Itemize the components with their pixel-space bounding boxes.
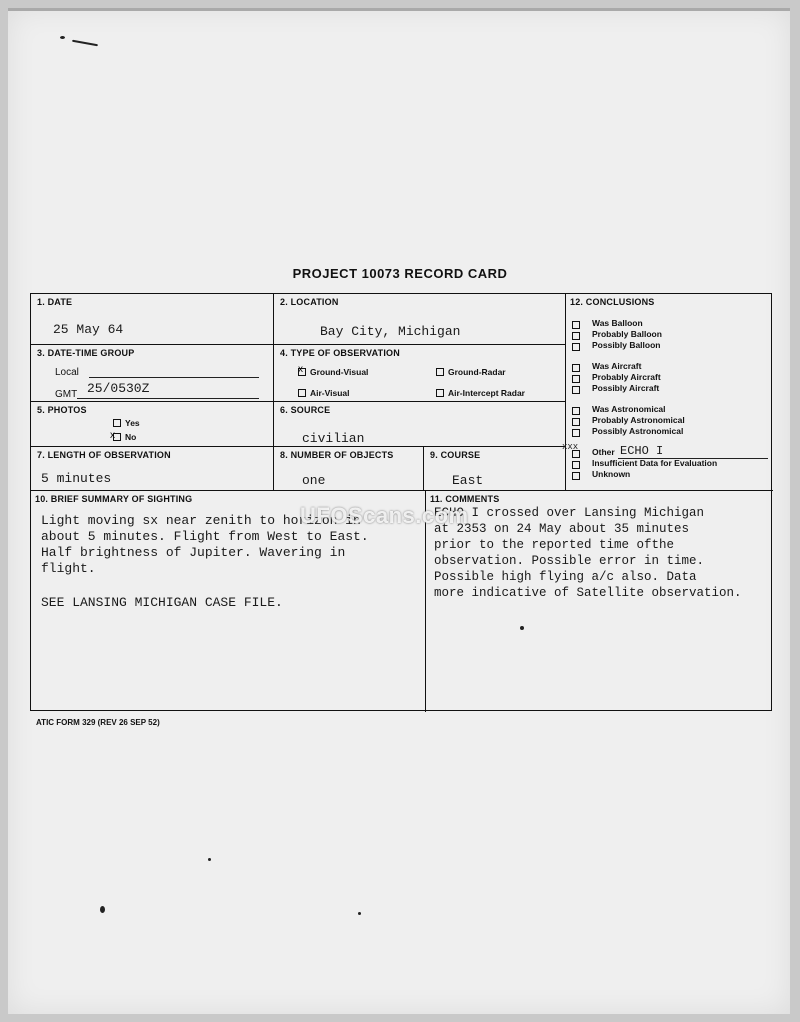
comments-line: more indicative of Satellite observation. — [434, 586, 742, 600]
conclusion-possibly-astronomical — [592, 426, 683, 436]
conclusion-label: Probably Aircraft — [592, 372, 661, 382]
scan-speck — [60, 36, 65, 39]
conclusion-label: Probably Balloon — [592, 329, 662, 339]
length-value: 5 minutes — [41, 471, 112, 486]
course-label: 9. COURSE — [430, 450, 481, 460]
local-label: Local — [55, 367, 79, 378]
conclusion-unknown — [592, 469, 630, 479]
type-of-observation-label: 4. TYPE OF OBSERVATION — [280, 348, 400, 358]
conclusions-label: 12. CONCLUSIONS — [570, 297, 655, 307]
number-of-objects-label: 8. NUMBER OF OBJECTS — [280, 450, 394, 460]
conclusion-label: Was Aircraft — [592, 361, 642, 371]
course-cell — [423, 446, 565, 490]
ground-radar-checkbox — [436, 368, 444, 376]
source-value: civilian — [302, 431, 365, 446]
photos-yes-checkbox — [113, 419, 121, 427]
checkbox-icon — [572, 375, 580, 383]
conclusion-other — [592, 447, 615, 457]
gmt-label: GMT — [55, 389, 78, 400]
number-of-objects-cell — [273, 446, 423, 490]
form-id: ATIC FORM 329 (REV 26 SEP 52) — [36, 718, 160, 727]
photos-no-check-mark: x — [110, 429, 115, 441]
air-visual-option — [298, 388, 350, 398]
conclusion-was-aircraft — [592, 361, 641, 371]
gmt-underline — [77, 398, 259, 399]
length-label: 7. LENGTH OF OBSERVATION — [37, 450, 171, 460]
ground-visual-check-mark: x — [298, 363, 303, 375]
summary-label: 10. BRIEF SUMMARY OF SIGHTING — [35, 494, 193, 504]
number-of-objects-value: one — [302, 473, 326, 488]
checkbox-icon — [572, 429, 580, 437]
conclusion-label: Possibly Aircraft — [592, 383, 660, 393]
summary-see-also: SEE LANSING MICHIGAN CASE FILE. — [41, 595, 283, 610]
conclusion-label: Probably Astronomical — [592, 415, 685, 425]
air-visual-checkbox — [298, 389, 306, 397]
location-label: 2. LOCATION — [280, 297, 339, 307]
checkbox-icon — [572, 461, 580, 469]
air-intercept-radar-option — [436, 388, 525, 398]
date-label: 1. DATE — [37, 297, 73, 307]
checkbox-icon — [572, 343, 580, 351]
checkbox-icon — [572, 407, 580, 415]
ground-visual-checkbox — [298, 363, 306, 376]
comments-line: Possible high flying a/c also. Data — [434, 570, 697, 584]
photos-yes-label: Yes — [125, 418, 140, 428]
conclusion-probably-balloon — [592, 329, 662, 339]
conclusion-label: Unknown — [592, 469, 631, 479]
conclusion-possibly-balloon — [592, 340, 661, 350]
source-cell — [273, 401, 565, 446]
other-value: ECHO I — [620, 444, 664, 458]
air-visual-label: Air-Visual — [310, 388, 350, 398]
course-value: East — [452, 473, 484, 488]
checkbox-icon — [572, 472, 580, 480]
summary-line: Light moving sx near zenith to horizon in — [41, 513, 361, 528]
date-value: 25 May 64 — [53, 322, 124, 337]
conclusion-label: Was Balloon — [592, 318, 643, 328]
comments-cell — [425, 490, 773, 712]
gmt-value: 25/0530Z — [87, 381, 150, 396]
record-card — [30, 293, 772, 711]
date-time-group-cell — [31, 344, 273, 401]
comments-text — [434, 505, 742, 601]
checkbox-icon — [572, 332, 580, 340]
photos-cell — [31, 401, 273, 446]
local-underline — [89, 377, 259, 378]
other-check-mark: xxx — [562, 442, 579, 452]
summary-line: about 5 minutes. Flight from West to East. — [41, 529, 369, 544]
air-intercept-radar-label: Air-Intercept Radar — [448, 388, 525, 398]
ground-radar-label: Ground-Radar — [448, 367, 506, 377]
conclusion-was-balloon — [592, 318, 643, 328]
ground-visual-label: Ground-Visual — [310, 367, 369, 377]
length-cell — [31, 446, 273, 490]
air-intercept-radar-checkbox — [436, 389, 444, 397]
summary-line: Half brightness of Jupiter. Wavering in — [41, 545, 346, 560]
conclusion-was-astronomical — [592, 404, 666, 414]
comments-line: ECHO I crossed over Lansing Michigan — [434, 506, 705, 520]
source-label: 6. SOURCE — [280, 405, 331, 415]
watermark: UFOScans.com — [300, 503, 469, 528]
checkbox-icon — [572, 386, 580, 394]
conclusion-probably-astronomical — [592, 415, 685, 425]
ground-radar-option — [436, 367, 506, 377]
location-cell — [273, 294, 565, 344]
scan-speck — [358, 912, 361, 915]
comments-line: observation. Possible error in time. — [434, 554, 705, 568]
card-title: PROJECT 10073 RECORD CARD — [292, 266, 508, 281]
conclusion-label: Was Astronomical — [592, 404, 666, 414]
conclusion-label: Possibly Balloon — [592, 340, 661, 350]
location-value: Bay City, Michigan — [320, 324, 461, 339]
scan-edge — [8, 8, 790, 11]
comments-line: at 2353 on 24 May about 35 minutes — [434, 522, 690, 536]
checkbox-icon — [572, 418, 580, 426]
comments-label: 11. COMMENTS — [430, 494, 500, 504]
conclusion-label: Insufficient Data for Evaluation — [592, 458, 718, 468]
scan-speck — [100, 906, 105, 913]
photos-no-checkbox — [110, 429, 121, 441]
conclusion-label: Possibly Astronomical — [592, 426, 684, 436]
type-of-observation-cell — [273, 344, 565, 401]
comments-line: prior to the reported time ofthe — [434, 538, 675, 552]
date-time-group-label: 3. DATE-TIME GROUP — [37, 348, 135, 358]
conclusion-probably-aircraft — [592, 372, 661, 382]
scan-speck — [208, 858, 211, 861]
other-label: Other — [592, 447, 615, 457]
ground-visual-option — [298, 363, 369, 377]
conclusion-possibly-aircraft — [592, 383, 659, 393]
photos-no-label: No — [125, 432, 137, 442]
summary-line: flight. — [41, 561, 96, 576]
checkbox-icon — [572, 321, 580, 329]
date-cell — [31, 294, 273, 344]
photos-label: 5. PHOTOS — [37, 405, 87, 415]
photos-no-option — [110, 429, 137, 442]
checkbox-icon — [572, 364, 580, 372]
photos-yes-option — [113, 418, 140, 428]
conclusion-insufficient — [592, 458, 717, 468]
